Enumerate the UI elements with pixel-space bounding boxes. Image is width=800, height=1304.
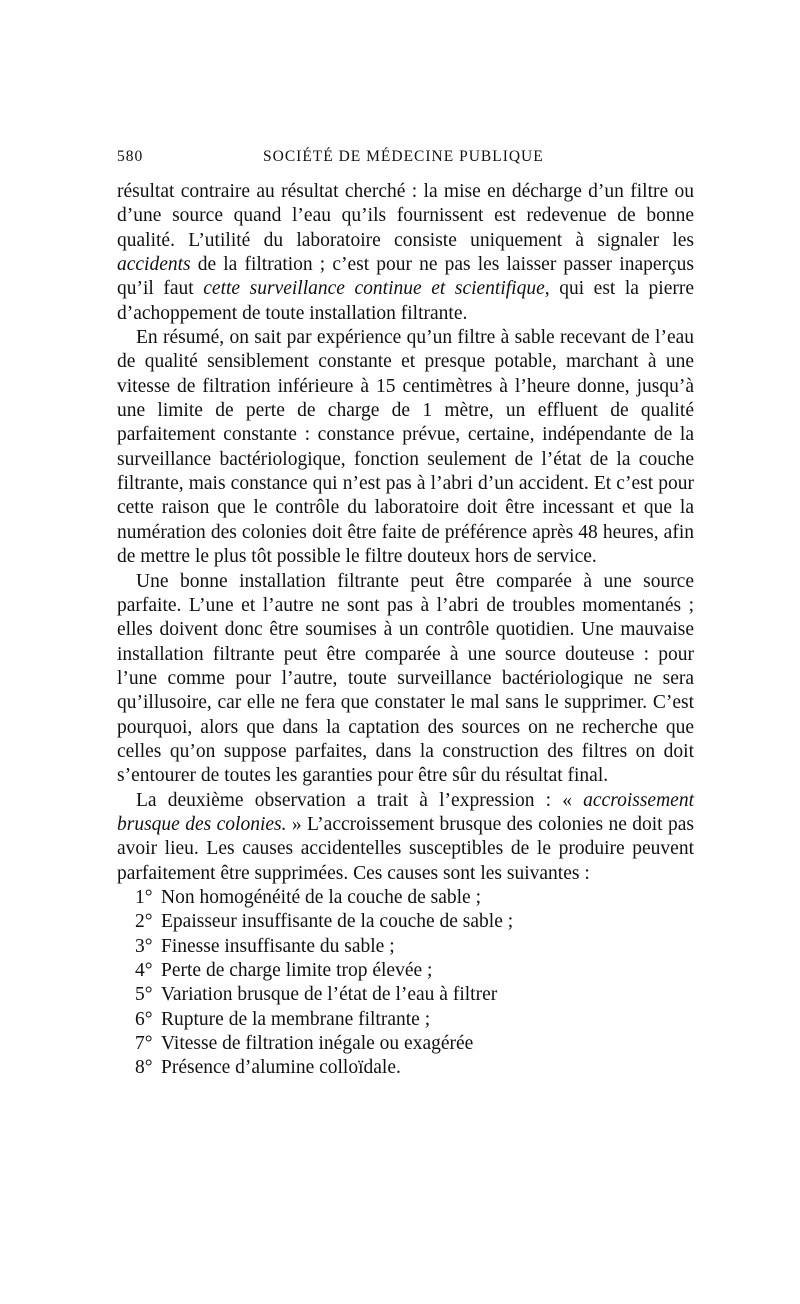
list-item: 5° Variation brusque de l’état de l’eau à filtrer xyxy=(135,984,498,1006)
page-number: 580 xyxy=(117,148,144,165)
page-header xyxy=(117,148,697,172)
emphasis-accidents: accidents xyxy=(117,254,191,276)
list-item: 6° Rupture de la membrane filtrante ; xyxy=(135,1008,431,1030)
paragraph-4: La deuxième observation a trait à l’expression : « accroissement brusque des colonies. » L’accroissement brusque des colonies ne doit pas avoir lieu. Les causes accidentelles susceptibles de le produire peuvent parfaitement être supprimées. Ces causes sont les suivantes : xyxy=(117,789,695,884)
paragraph-3: Une bonne installation filtrante peut être comparée à une source parfaite. L’une et l’autre ne sont pas à l’abri de troubles momentanés ; elles doivent donc être soumises à un contrôle quotidien. Une mauvaise installation filtrante peut être comparée à une source douteuse : pour l’une comme pour l’autre, toute surveillance bactériologique ne sera qu’illusoire, car elle ne fera que constater le mal sans le supprimer. C’est pourquoi, alors que dans la captation des sources on ne recherche que celles qu’on suppose parfaites, dans la construction des filtres on doit s’entourer de toutes les garanties pour être sûr du résultat final. xyxy=(117,570,694,787)
running-title: SOCIÉTÉ DE MÉDECINE PUBLIQUE xyxy=(263,148,544,165)
list-item: 1° Non homogénéité de la couche de sable ; xyxy=(135,886,482,908)
emphasis-accroissement: accroissement brusque des colonies. xyxy=(117,789,694,835)
emphasis-surveillance: cette surveillance continue et scientifique xyxy=(203,278,545,300)
paragraph-1: résultat contraire au résultat cherché : la mise en décharge d’un filtre ou d’une source quand l’eau qu’ils fournissent est redevenue de bonne qualité. L’utilité du laboratoire consiste uniquement à signaler les accidents de la filtration ; c’est pour ne pas les laisser passer inaperçus qu’il faut cette surveillance continue et scientifique, qui est la pierre d’achoppement de toute installation filtrante. xyxy=(117,181,694,324)
list-item: 7° Vitesse de filtration inégale ou exagérée xyxy=(135,1033,474,1055)
paragraph-2: En résumé, on sait par expérience qu’un filtre à sable recevant de l’eau de qualité sensiblement constante et presque potable, marchant à une vitesse de filtration inférieure à 15 centimètres à l’heure donne, jusqu’à une limite de perte de charge de 1 mètre, un effluent de qualité parfaitement constante : constance prévue, certaine, indépendante de la surveillance bactériologique, fonction seulement de l’état de la couche filtrante, mais constance qui n’est pas à l’abri d’un accident. Et c’est pour cette raison que le contrôle du laboratoire doit être incessant et que la numération des colonies doit être faite de préférence après 48 heures, afin de mettre le plus tôt possible le filtre douteux hors de service. xyxy=(117,327,694,568)
list-item: 3° Finesse insuffisante du sable ; xyxy=(135,935,395,957)
body-text xyxy=(117,180,694,1081)
causes-list xyxy=(117,886,694,1081)
list-item: 4° Perte de charge limite trop élevée ; xyxy=(135,960,433,981)
list-item: 2° Epaisseur insuffisante de la couche de sable ; xyxy=(135,911,514,933)
list-item: 8° Présence d’alumine colloïdale. xyxy=(135,1057,401,1079)
